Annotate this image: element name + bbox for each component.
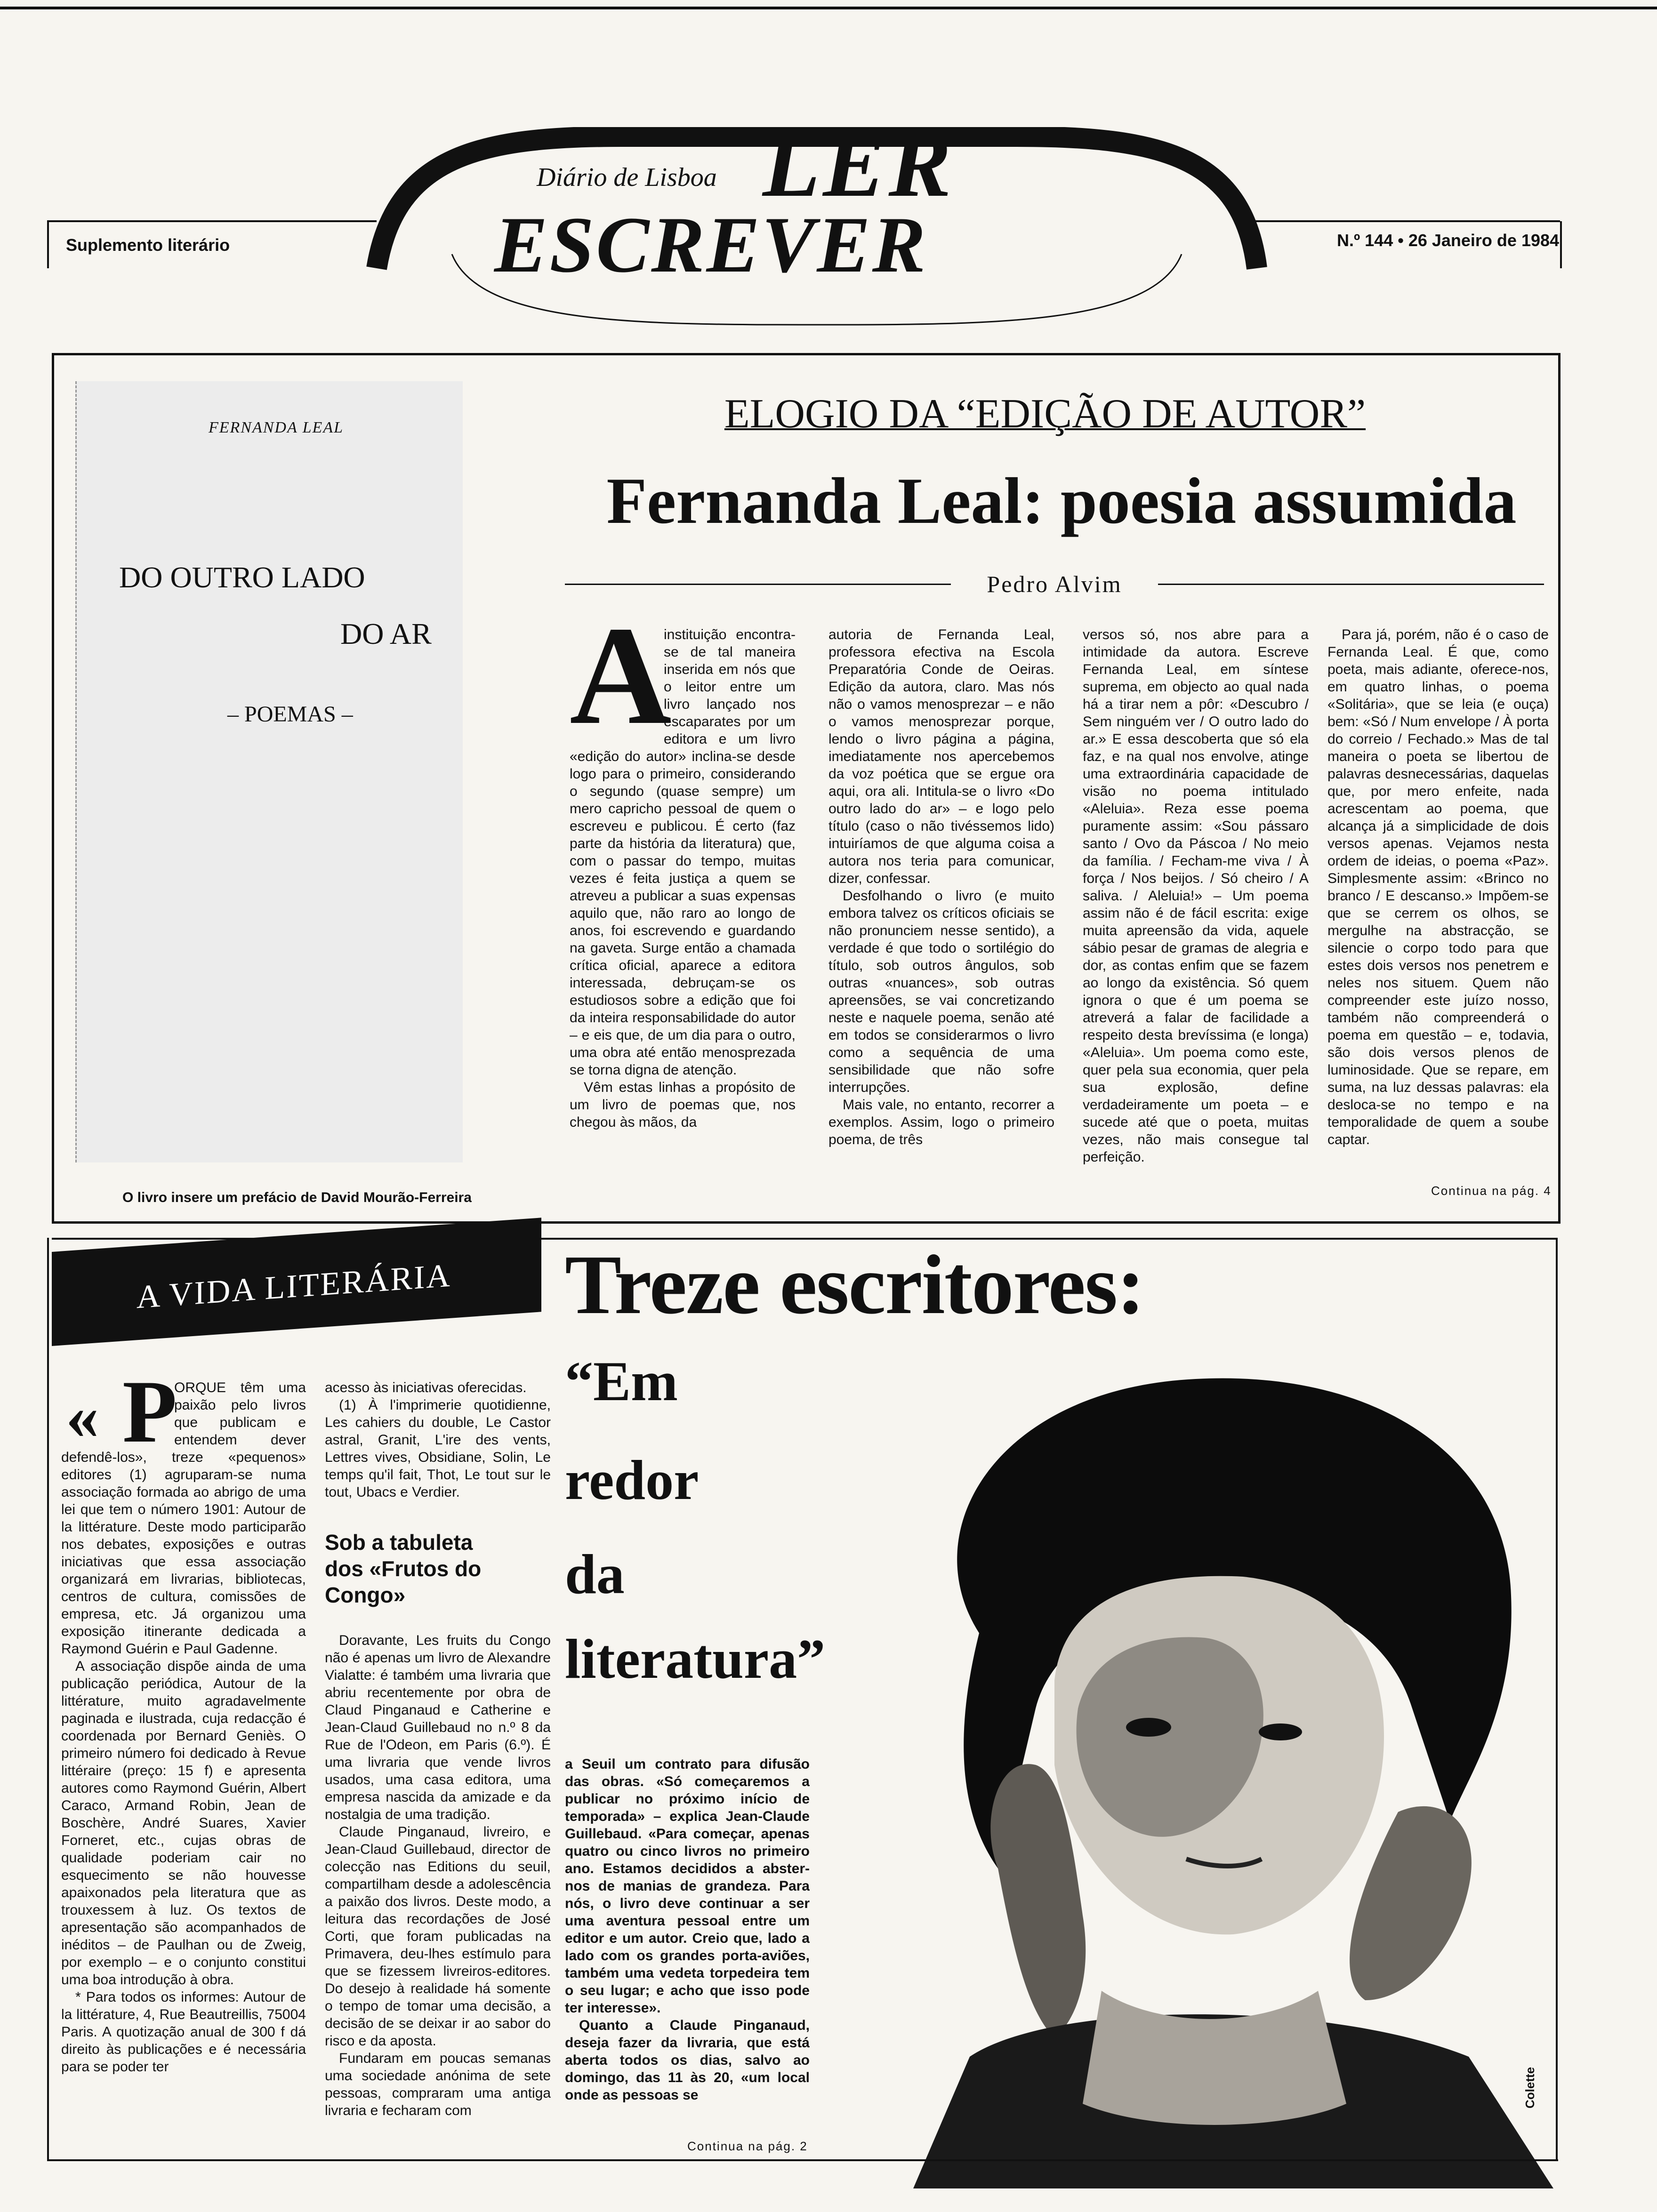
article-paragraph: Desfolhando o livro (e muito embora talvez os críticos oficiais se não pronunciem nesse sentido), a verdade é que todo o sortilégio do título, sob outros ângulos, sob outras «nuances», sob outras apreensões, se vai concretizando neste e naquele poema, senão até em todos se considerarmos o livro como a sequência de uma sensibilidade que não sofre interrupções. [828,888,1054,1095]
book-author: FERNANDA LEAL [209,419,344,436]
byline-rule-right [1158,584,1544,585]
vida-literaria-title: A VIDA LITERÁRIA [137,1257,451,1316]
page-bottom-rule [47,2159,1558,2161]
vida-paragraph: (1) À l'imprimerie quotidienne, Les cahiers du double, Le Castor astral, Granit, L'ire des vents, Lettres vives, Obsidiane, Solin, Le temps qu'il fait, Thot, Le tout sur le tout, Ubacs e Verdier. [325,1397,551,1500]
article-paragraph: Para já, porém, não é o caso de Fernanda Leal. É que, como poeta, mais adiante, oferece-nos, em quatro linhas, o poema «Solitária», que se leia (e ouça) bem: «Só / Num envelope / À porta do correio / Fechado.» Mas de tal maneira o poeta se libertou de palavras desnecessárias, daquelas que, por mero enfeite, nada acrescentam ao poema, que alcança já a simplicidade de dois versos apenas. Vejamos nesta ordem de ideias, o poema «Paz». Simplesmente assim: «Brinco no branco / E descanso.» Impõem-se que se cerrem os olhos, se mergulhe na abstracção, se silencie o corpo todo para que estes dois versos nos penetrem e neles nos situem. Quem não compreender este juízo nosso, também não compreenderá o poema em questão – e, todavia, são dois versos plenos de luminosidade. Que se repare, em suma, na luz dessas palavras: ela desloca-se no tempo e na temporalidade de quem a soube captar. [1327,627,1549,1147]
article-kicker: ELOGIO DA “EDIÇÃO DE AUTOR” [724,391,1366,437]
vida-paragraph: Quanto a Claude Pinganaud, deseja fazer da livraria, que está aberta todos os dias, salvo ao domingo, das 11 às 20, «um local onde as pessoas se [565,2018,810,2103]
masthead-rule-right [1252,220,1560,222]
article-paragraph: Mais vale, no entanto, recorrer a exemplos. Assim, logo o primeiro poema, de três [828,1097,1054,1147]
masthead-title-ler: LER [763,112,954,216]
book-title-line1: DO OUTRO LADO [119,561,365,594]
article-paragraph: autoria de Fernanda Leal, professora efectiva na Escola Preparatória Conde de Oeiras. Edição da autora, claro. Mas nós não o vamos menosprezar – e não o vamos menosprezar porque, lendo o livro página a página, imediatamente nos apercebemos da voz poética que se ergue ora aqui, ora ali. Intitula-se o livro «Do outro lado do ar» – e logo pelo título (caso o não tivéssemos lido) intuiríamos de que alguma coisa a autora nos teria para comunicar, dizer, confessar. [828,627,1054,886]
book-caption: O livro insere um prefácio de David Mourão-Ferreira [122,1190,472,1205]
vida-column-1 [61,1379,306,2076]
vida-column-4 [565,1755,810,2104]
book-title-line2: DO AR [340,617,432,650]
article-column-1 [570,626,796,1131]
article-paragraph: instituição encontra-se de tal maneira inserida em nós que o leitor entre um livro lançado nos escaparates por um editora e um livro «edição do autor» inclina-se desde logo para o primeiro, considerando o segundo (quase sempre) um mero capricho pessoal de quem o escreveu e publicou. É certo (faz parte da história da literatura) que, com o passar do tempo, muitas vezes é feita justiça a quem se atreveu a publicar a suas expensas aquilo que, não raro ao longo de anos, foi escrevendo e guardando na gaveta. Surge então a chamada crítica oficial, aparece a editora interessada, debruçam-se os estudiosos sobre a edição que foi da inteira responsabilidade do autor – e eis que, de um dia para o outro, uma obra até então menosprezada se torna digna de atenção. [570,627,796,1078]
feature-headline: Treze escritores: [565,1238,1144,1331]
article-headline: Fernanda Leal: poesia assumida [606,465,1517,537]
vida-paragraph: Claude Pinganaud, livreiro, e Jean-Claud Guillebaud, director de colecção nas Editions du seuil, compartilham desde a adolescência a paixão dos livros. Deste modo, a leitura das recordações de José Corti, que foram publicadas na Primavera, deu-lhes estímulo para que se fizessem livreiros-editores. Do desejo à realidade há somente o tempo de tomar uma decisão, a decisão de se deixar ir ao sabor do risco e da aposta. [325,1824,551,2049]
supplement-label: Suplemento literário [66,235,230,255]
masthead-rule-left [47,220,377,222]
feature-quote-line4: literatura” [565,1627,826,1690]
feature-quote-line2: redor [565,1449,699,1511]
masthead-box [47,221,1562,268]
vida-paragraph: Doravante, Les fruits du Congo não é apenas um livro de Alexandre Vialatte: é também uma livraria que abriu recentemente por obra de Claud Pinganaud e Catherine e Jean-Claud Guillebaud no n.º 8 da Rue de l'Odeon, em Paris (6.º). É uma livraria que vende livros usados, uma casa editora, uma empresa nascida da amizade e da nostalgia de uma tradição. [325,1633,551,1822]
photo-credit: Colette [1523,2067,1537,2108]
article-column-4 [1327,626,1549,1148]
page-left-rule [47,1238,49,2160]
page-top-rule [0,7,1657,9]
vida-column-2 [325,1379,551,2119]
byline: Pedro Alvim [987,571,1122,597]
book-cover [75,381,463,1162]
page-right-rule [1556,1238,1558,2160]
vida-paragraph: Fundaram em poucas semanas uma sociedade anónima de sete pessoas, compraram uma antiga livraria e fecharam com [325,2051,551,2118]
article-paragraph: versos só, nos abre para a intimidade da autora. Escreve Fernanda Leal, em síntese suprema, em objecto ao qual nada há a tirar nem a pôr: «Descubro / Sem ninguém ver / O outro lado do ar.» E essa descoberta que só ela faz, e na qual nos envolve, atinge uma extraordinária capacidade de visão no poema intitulado «Aleluia». Reza esse poema puramente assim: «Sou pássaro santo / Ovo da Páscoa / No meio da família. / Fecham-me viva / À força / Nos beijos. / Só cheiro / A saliva. / Aleluia!» – Um poema assim não é de fácil escrita: exige muita apreensão da vida, aquele sábio pesar de gramas de alegria e dor, as contas enfim que se fazem ao longo da existência. Só quem ignora o que é um poema se atreverá a falar de facilidade a respeito desta brevíssima (e longa) «Aleluia». Um poema como este, quer pela sua economia, quer pela sua explosão, define verdadeiramente um poeta – e sucede até que o poeta, muitas vezes, não mais consegue tal perfeição. [1083,627,1309,1165]
vida-continued: Continua na pág. 2 [687,2139,808,2153]
feature-quote-line1: “Em [565,1350,678,1412]
article-continued: Continua na pág. 4 [1431,1184,1552,1198]
vida-quote-mark: « [66,1380,99,1453]
article-column-2 [828,626,1054,1148]
vida-paragraph: a Seuil um contrato para difusão das obras. «Só começaremos a publicar no próximo início de temporada» – explica Jean-Claude Guillebaud. «Para começar, apenas quatro ou cinco livros no primeiro ano. Estamos decididos a abster-nos de manias de grandeza. Para nós, o livro deve continuar a ser uma aventura pessoal entre um editor e um autor. Creio que, lado a lado com os grandes porta-aviões, também uma vedeta torpedeira tem o seu lugar; e acho que isso pode ter interesse». [565,1756,810,2016]
article-column-3 [1083,626,1309,1166]
masthead-title-escrever: ESCREVER [494,200,928,289]
byline-rule-left [565,584,951,585]
article-drop-cap: A [570,597,672,753]
article-paragraph: Vêm estas linhas a propósito de um livro de poemas que, nos chegou às mãos, da [570,1080,796,1130]
vida-literaria-banner [52,1218,541,1346]
book-subtitle: – POEMAS – [227,702,353,727]
newspaper-name: Diário de Lisboa [537,163,717,192]
vida-paragraph: A associação dispõe ainda de uma publicação periódica, Autour de la littérature, muito agradavelmente paginada e ilustrada, cuja redacção é coordenada por Bernard Geniès. O primeiro número foi dedicado à Revue littéraire (preço: 15 f) e apresenta autores como Raymond Guérin, Albert Caraco, Armand Robin, Jean de Boschère, André Suares, Xavier Forneret, etc., cujas obras de qualidade poderiam cair no esquecimento se não houvesse apaixonados pela literatura que as trouxessem à luz. Os textos de apresentação são acompanhados de inéditos – de Paulhan ou de Zweig, por exemplo – e o conjunto constitui uma boa introdução à obra. [61,1659,306,1988]
vida-subhead: Sob a tabuleta dos «Frutos do Congo» [325,1530,482,1607]
vida-paragraph: ORQUE têm uma paixão pelo livros que publicam e entendem dever defendê-los», treze «pequenos» editores (1) agruparam-se numa associação formada ao abrigo de uma lei que tem o número 1901: Autour de la littérature. Deste modo participarão nos debates, exposições e outras iniciativas que essa associação organizará em livrarias, bibliotecas, centros de cultura, comissões de empresa, etc. Já organizou uma exposição itinerante dedicada a Raymond Guérin e Paul Gadenne. [61,1380,306,1657]
vida-paragraph: * Para todos os informes: Autour de la littérature, 4, Rue Beautreillis, 75004 Paris. A quotização anual de 300 f dá direito às publicações e é necessária para se poder ter [61,1989,306,2075]
feature-quote-line3: da [565,1543,625,1605]
issue-date: N.º 144 • 26 Janeiro de 1984 [1337,231,1560,250]
vida-drop-cap: P [122,1362,177,1461]
author-portrait-photo [857,1351,1553,2188]
vida-paragraph: acesso às iniciativas oferecidas. [325,1380,527,1395]
